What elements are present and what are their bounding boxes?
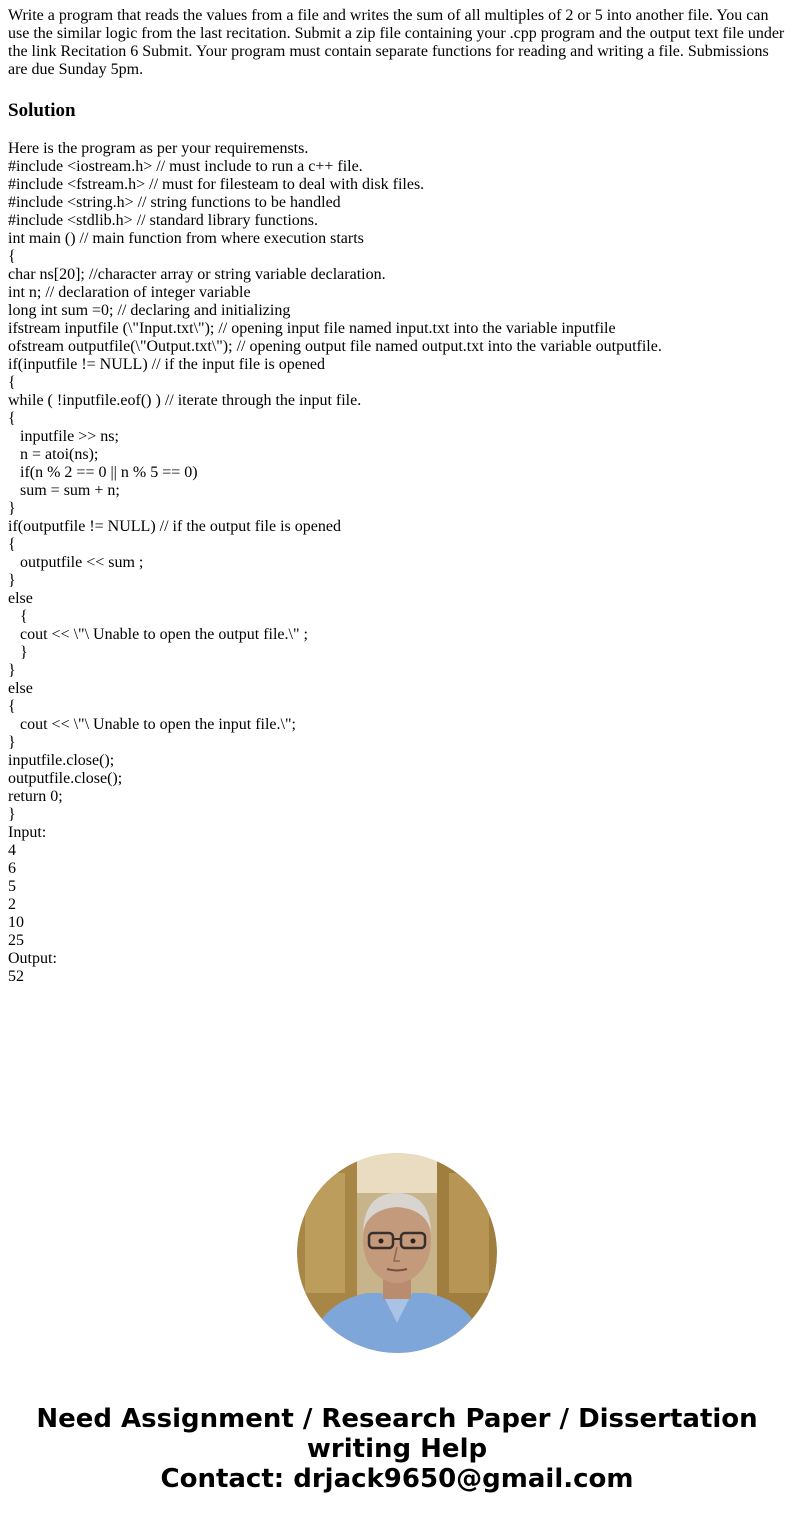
solution-heading: Solution	[8, 100, 76, 121]
answer-line: 6	[8, 860, 16, 877]
answer-line: inputfile >> ns;	[8, 428, 119, 445]
answer-line: char ns[20]; //character array or string variable declaration.	[8, 266, 386, 283]
ad-line-2: writing Help	[306, 1434, 488, 1464]
answer-line: {	[8, 248, 16, 265]
answer-line: }	[8, 734, 16, 751]
ad-contact-line: Contact: drjack9650@gmail.com	[160, 1464, 634, 1494]
answer-line: }	[8, 644, 28, 661]
answer-line: cout << \"\ Unable to open the output file.\" ;	[8, 626, 308, 643]
answer-line: 52	[8, 968, 24, 985]
answer-line: {	[8, 410, 16, 427]
answer-line: return 0;	[8, 788, 63, 805]
answer-line: {	[8, 374, 16, 391]
answer-code	[8, 140, 786, 986]
answer-line: int n; // declaration of integer variable	[8, 284, 251, 301]
answer-line: if(outputfile != NULL) // if the output file is opened	[8, 518, 341, 535]
answer-line: {	[8, 608, 28, 625]
answer-line: else	[8, 680, 33, 697]
answer-line: }	[8, 500, 16, 517]
answer-line: Output:	[8, 950, 57, 967]
answer-line: if(n % 2 == 0 || n % 5 == 0)	[8, 464, 198, 481]
answer-line: {	[8, 536, 16, 553]
question-text: Write a program that reads the values from a file and writes the sum of all multiples of 2 or 5 into another file. You can use the similar logic from the last recitation. Submit a zip file containing your .cpp program and the output text file under the link Recitation 6 Submit. Your program must contain separate functions for reading and writing a file. Submissions are due Sunday 5pm.	[8, 7, 785, 78]
answer-line: }	[8, 572, 16, 589]
answer-line: }	[8, 662, 16, 679]
answer-line: 25	[8, 932, 24, 949]
answer-line: else	[8, 590, 33, 607]
answer-line: }	[8, 806, 16, 823]
answer-line: {	[8, 698, 16, 715]
answer-line: long int sum =0; // declaring and initializing	[8, 302, 291, 319]
answer-line: 5	[8, 878, 16, 895]
answer-line: 10	[8, 914, 24, 931]
answer-line: cout << \"\ Unable to open the input file.\";	[8, 716, 296, 733]
answer-line: #include <string.h> // string functions to be handled	[8, 194, 341, 211]
help-advertisement	[0, 1404, 794, 1494]
answer-line: outputfile << sum ;	[8, 554, 144, 571]
answer-line: Input:	[8, 824, 47, 841]
answer-line: int main () // main function from where execution starts	[8, 230, 364, 247]
answer-line: 2	[8, 896, 16, 913]
ad-line-1: Need Assignment / Research Paper / Dissertation	[36, 1404, 758, 1434]
answer-line: sum = sum + n;	[8, 482, 120, 499]
answer-line: outputfile.close();	[8, 770, 123, 787]
answer-line: ofstream outputfile(\"Output.txt\"); // opening output file named output.txt into the variable outputfile.	[8, 338, 662, 355]
answer-line: if(inputfile != NULL) // if the input file is opened	[8, 356, 325, 373]
answer-line: 4	[8, 842, 16, 859]
author-photo	[297, 1153, 497, 1353]
answer-line: #include <fstream.h> // must for filesteam to deal with disk files.	[8, 176, 425, 193]
answer-line: inputfile.close();	[8, 752, 115, 769]
answer-line: ifstream inputfile (\"Input.txt\"); // opening input file named input.txt into the variable inputfile	[8, 320, 616, 337]
answer-line: Here is the program as per your requiremensts.	[8, 140, 309, 157]
answer-line: #include <stdlib.h> // standard library functions.	[8, 212, 318, 229]
answer-line: while ( !inputfile.eof() ) // iterate through the input file.	[8, 392, 362, 409]
answer-line: n = atoi(ns);	[8, 446, 99, 463]
person-portrait-icon	[297, 1153, 497, 1353]
answer-line: #include <iostream.h> // must include to run a c++ file.	[8, 158, 363, 175]
document-body	[8, 7, 786, 986]
